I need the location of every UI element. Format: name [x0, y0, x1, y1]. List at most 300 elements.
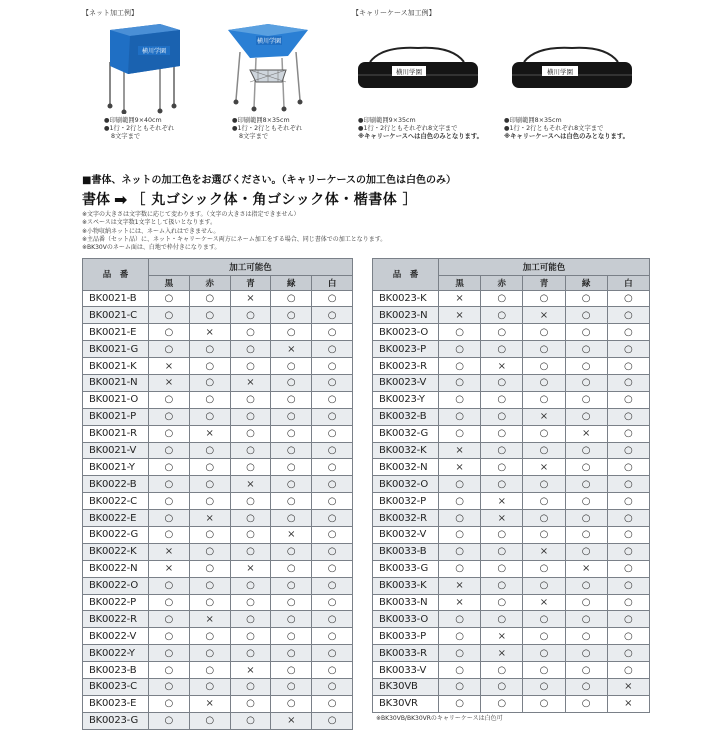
- table-row: [83, 374, 353, 391]
- color-availability-cell: ○: [271, 290, 312, 307]
- color-availability-cell: ○: [607, 628, 649, 645]
- color-availability-cell: ×: [439, 577, 481, 594]
- product-code-cell: BK0022-E: [83, 510, 149, 527]
- color-availability-cell: ○: [312, 425, 353, 442]
- color-availability-cell: ○: [230, 459, 271, 476]
- product-code-cell: BK0021-G: [83, 341, 149, 358]
- product-code-cell: BK0023-V: [373, 374, 439, 391]
- product-code-cell: BK0023-C: [83, 678, 149, 695]
- color-availability-cell: ×: [149, 543, 190, 560]
- color-availability-cell: ×: [230, 476, 271, 493]
- table-row: [83, 459, 353, 476]
- color-availability-cell: ○: [523, 510, 565, 527]
- color-availability-cell: ○: [271, 678, 312, 695]
- color-availability-cell: ○: [149, 526, 190, 543]
- carry-case-image-1: [352, 44, 482, 94]
- color-availability-cell: ○: [439, 611, 481, 628]
- color-availability-cell: ○: [481, 678, 523, 695]
- table-row: [373, 374, 650, 391]
- note-item: ※文字の大きさは文字数に応じて変わります。（文字の大きさは指定できません）: [82, 211, 300, 218]
- color-availability-cell: ○: [565, 678, 607, 695]
- color-availability-cell: ○: [439, 695, 481, 712]
- table-row: [373, 543, 650, 560]
- color-availability-cell: ×: [481, 493, 523, 510]
- table-row: [373, 307, 650, 324]
- color-availability-cell: ○: [312, 510, 353, 527]
- font-label: 書体: [82, 192, 110, 208]
- table-row: [373, 510, 650, 527]
- color-availability-cell: ○: [439, 526, 481, 543]
- color-availability-cell: ○: [439, 358, 481, 375]
- product-code-cell: BK0032-N: [373, 459, 439, 476]
- color-availability-cell: ○: [439, 560, 481, 577]
- color-availability-cell: ○: [312, 391, 353, 408]
- color-availability-cell: ○: [189, 391, 230, 408]
- color-header: 青: [230, 276, 271, 291]
- product-code-cell: BK0033-N: [373, 594, 439, 611]
- table-row: [373, 611, 650, 628]
- color-availability-cell: ○: [607, 645, 649, 662]
- product-code-cell: BK0022-O: [83, 577, 149, 594]
- product-code-cell: BK0032-P: [373, 493, 439, 510]
- color-availability-cell: ○: [523, 611, 565, 628]
- product-note-2: ●印刷範囲8×35cm ●1行・2行ともそれぞれ 8文字まで: [232, 117, 303, 140]
- product-code-cell: BK0032-V: [373, 526, 439, 543]
- color-availability-cell: ○: [189, 712, 230, 729]
- color-availability-cell: ○: [481, 425, 523, 442]
- color-availability-cell: ○: [523, 374, 565, 391]
- color-availability-cell: ×: [230, 662, 271, 679]
- color-availability-cell: ○: [149, 577, 190, 594]
- color-header: 赤: [481, 276, 523, 291]
- color-availability-cell: ○: [607, 662, 649, 679]
- color-availability-cell: ○: [565, 695, 607, 712]
- color-availability-cell: ○: [312, 324, 353, 341]
- table-row: [83, 594, 353, 611]
- product-code-cell: BK0022-G: [83, 526, 149, 543]
- color-availability-cell: ×: [230, 374, 271, 391]
- color-availability-cell: ○: [189, 678, 230, 695]
- table-row: [83, 695, 353, 712]
- color-availability-cell: ○: [271, 358, 312, 375]
- color-availability-cell: ○: [230, 594, 271, 611]
- table-row: [83, 510, 353, 527]
- flat-net-cart-image: [226, 22, 310, 112]
- color-availability-cell: ○: [271, 611, 312, 628]
- color-availability-cell: ×: [523, 594, 565, 611]
- color-availability-cell: ○: [149, 645, 190, 662]
- table-row: [83, 645, 353, 662]
- table-row: [83, 577, 353, 594]
- color-availability-cell: ○: [312, 628, 353, 645]
- color-availability-cell: ○: [439, 678, 481, 695]
- color-availability-cell: ○: [565, 662, 607, 679]
- color-availability-cell: ○: [271, 493, 312, 510]
- color-availability-cell: ○: [149, 290, 190, 307]
- table-row: [373, 459, 650, 476]
- product-code-cell: BK0023-Y: [373, 391, 439, 408]
- color-availability-cell: ○: [271, 645, 312, 662]
- color-availability-cell: ○: [312, 645, 353, 662]
- color-availability-cell: ○: [439, 324, 481, 341]
- color-availability-cell: ×: [565, 560, 607, 577]
- table-row: [373, 493, 650, 510]
- color-header: 白: [312, 276, 353, 291]
- color-availability-cell: ○: [312, 290, 353, 307]
- color-availability-cell: ○: [312, 442, 353, 459]
- color-availability-cell: ○: [481, 408, 523, 425]
- color-availability-cell: ○: [607, 374, 649, 391]
- color-availability-cell: ○: [439, 662, 481, 679]
- color-availability-cell: ○: [271, 510, 312, 527]
- product-code-cell: BK0021-R: [83, 425, 149, 442]
- color-availability-cell: ×: [189, 695, 230, 712]
- table-row: [83, 526, 353, 543]
- product-code-cell: BK0032-O: [373, 476, 439, 493]
- color-availability-cell: ○: [271, 543, 312, 560]
- product-code-cell: BK0023-K: [373, 290, 439, 307]
- table-row: [83, 712, 353, 729]
- product-code-cell: BK0033-K: [373, 577, 439, 594]
- color-availability-cell: ○: [607, 358, 649, 375]
- color-availability-cell: ○: [607, 442, 649, 459]
- available-colors-header: 加工可能色: [439, 259, 650, 276]
- color-availability-cell: ○: [149, 425, 190, 442]
- color-availability-cell: ○: [565, 442, 607, 459]
- color-availability-cell: ○: [271, 442, 312, 459]
- color-availability-cell: ○: [481, 611, 523, 628]
- color-availability-cell: ○: [607, 341, 649, 358]
- color-availability-cell: ○: [565, 374, 607, 391]
- color-availability-cell: ×: [481, 645, 523, 662]
- product-code-cell: BK0023-B: [83, 662, 149, 679]
- color-availability-cell: ○: [189, 374, 230, 391]
- color-availability-cell: ×: [439, 459, 481, 476]
- net-example-label: 【ネット加工例】: [82, 9, 138, 17]
- color-availability-cell: ○: [189, 543, 230, 560]
- color-availability-cell: ○: [607, 543, 649, 560]
- color-availability-cell: ×: [439, 442, 481, 459]
- color-availability-cell: ×: [523, 459, 565, 476]
- product-note-1: ●印刷範囲9×40cm ●1行・2行ともそれぞれ 8文字まで: [104, 117, 175, 140]
- color-availability-cell: ×: [271, 526, 312, 543]
- color-availability-cell: ○: [230, 510, 271, 527]
- color-availability-cell: ○: [149, 408, 190, 425]
- product-code-cell: BK0033-R: [373, 645, 439, 662]
- color-availability-cell: ○: [565, 307, 607, 324]
- product-code-cell: BK0022-V: [83, 628, 149, 645]
- color-availability-cell: ×: [481, 510, 523, 527]
- table-row: [373, 391, 650, 408]
- color-availability-cell: ○: [271, 324, 312, 341]
- color-availability-cell: ○: [271, 695, 312, 712]
- product-code-cell: BK0023-P: [373, 341, 439, 358]
- note-item: ※スペースは文字数1文字として扱いとなります。: [82, 219, 217, 227]
- table-row: [373, 594, 650, 611]
- color-availability-cell: ○: [607, 611, 649, 628]
- color-availability-cell: ○: [230, 577, 271, 594]
- color-availability-cell: ○: [565, 290, 607, 307]
- color-availability-cell: ×: [439, 290, 481, 307]
- color-availability-cell: ○: [523, 358, 565, 375]
- color-availability-cell: ○: [230, 645, 271, 662]
- color-availability-cell: ×: [439, 594, 481, 611]
- product-code-cell: BK0033-V: [373, 662, 439, 679]
- color-availability-cell: ○: [230, 425, 271, 442]
- color-availability-cell: ○: [149, 594, 190, 611]
- color-availability-cell: ○: [565, 543, 607, 560]
- product-code-header: 品 番: [373, 259, 439, 291]
- color-availability-cell: ○: [481, 442, 523, 459]
- product-code-cell: BK0022-C: [83, 493, 149, 510]
- color-header: 白: [607, 276, 649, 291]
- color-availability-cell: ○: [189, 628, 230, 645]
- color-availability-cell: ○: [149, 695, 190, 712]
- color-availability-cell: ○: [271, 459, 312, 476]
- color-availability-cell: ○: [565, 459, 607, 476]
- color-availability-cell: ○: [439, 341, 481, 358]
- color-availability-cell: ○: [312, 526, 353, 543]
- product-code-cell: BK0022-N: [83, 560, 149, 577]
- color-availability-cell: ○: [271, 391, 312, 408]
- color-availability-cell: ×: [189, 324, 230, 341]
- color-availability-cell: ○: [230, 526, 271, 543]
- color-availability-cell: ○: [189, 493, 230, 510]
- table-row: [83, 307, 353, 324]
- color-availability-cell: ○: [607, 526, 649, 543]
- color-availability-cell: ○: [439, 374, 481, 391]
- color-availability-cell: ○: [271, 662, 312, 679]
- table-row: [373, 628, 650, 645]
- color-availability-cell: ○: [565, 577, 607, 594]
- color-availability-cell: ○: [439, 425, 481, 442]
- color-availability-cell: ○: [271, 594, 312, 611]
- table-row: [373, 662, 650, 679]
- footnote: ※BK30VB/BK30VRのキャリーケースは白色可: [376, 715, 503, 722]
- product-code-cell: BK0021-K: [83, 358, 149, 375]
- product-code-cell: BK0022-P: [83, 594, 149, 611]
- color-availability-cell: ○: [565, 645, 607, 662]
- color-availability-cell: ○: [607, 510, 649, 527]
- color-availability-cell: ○: [481, 324, 523, 341]
- color-availability-cell: ×: [271, 712, 312, 729]
- product-code-cell: BK0021-O: [83, 391, 149, 408]
- color-availability-cell: ○: [607, 290, 649, 307]
- color-availability-cell: ×: [607, 678, 649, 695]
- table-row: [373, 645, 650, 662]
- font-options: ［ 丸ゴシック体・角ゴシック体・楷書体 ］: [131, 192, 418, 208]
- color-availability-cell: ○: [230, 408, 271, 425]
- color-availability-cell: ○: [189, 358, 230, 375]
- product-code-cell: BK0021-N: [83, 374, 149, 391]
- color-availability-cell: ○: [565, 510, 607, 527]
- color-availability-cell: ○: [189, 645, 230, 662]
- color-availability-cell: ○: [149, 493, 190, 510]
- color-header: 黒: [439, 276, 481, 291]
- product-code-cell: BK0021-P: [83, 408, 149, 425]
- color-availability-cell: ×: [149, 560, 190, 577]
- color-availability-cell: ○: [607, 307, 649, 324]
- table-row: [83, 408, 353, 425]
- color-availability-cell: ○: [149, 459, 190, 476]
- color-availability-cell: ○: [607, 408, 649, 425]
- color-availability-cell: ○: [565, 611, 607, 628]
- color-availability-cell: ○: [481, 307, 523, 324]
- color-availability-cell: ×: [230, 290, 271, 307]
- table-row: [83, 476, 353, 493]
- color-availability-cell: ○: [439, 543, 481, 560]
- color-availability-cell: ○: [523, 695, 565, 712]
- color-availability-cell: ○: [149, 712, 190, 729]
- color-availability-cell: ○: [271, 577, 312, 594]
- color-availability-cell: ○: [149, 442, 190, 459]
- color-availability-cell: ○: [523, 493, 565, 510]
- product-code-cell: BK0022-B: [83, 476, 149, 493]
- table-row: [373, 425, 650, 442]
- color-availability-cell: ○: [439, 645, 481, 662]
- table-row: [373, 695, 650, 712]
- color-availability-cell: ○: [607, 560, 649, 577]
- color-availability-cell: ○: [523, 628, 565, 645]
- product-code-cell: BK0033-G: [373, 560, 439, 577]
- color-availability-cell: ○: [607, 493, 649, 510]
- product-code-cell: BK0023-O: [373, 324, 439, 341]
- product-code-cell: BK0023-R: [373, 358, 439, 375]
- color-availability-cell: ○: [271, 560, 312, 577]
- color-header: 緑: [271, 276, 312, 291]
- color-availability-cell: ×: [607, 695, 649, 712]
- color-availability-cell: ○: [312, 712, 353, 729]
- color-availability-cell: ○: [189, 307, 230, 324]
- color-availability-cell: ○: [149, 476, 190, 493]
- color-availability-cell: ×: [271, 341, 312, 358]
- color-availability-cell: ○: [230, 493, 271, 510]
- color-availability-cell: ○: [230, 307, 271, 324]
- color-availability-cell: ×: [523, 543, 565, 560]
- color-availability-cell: ○: [481, 290, 523, 307]
- color-availability-cell: ○: [149, 628, 190, 645]
- color-availability-cell: ○: [481, 543, 523, 560]
- color-availability-cell: ○: [565, 476, 607, 493]
- color-availability-cell: ×: [149, 374, 190, 391]
- table-row: [373, 526, 650, 543]
- color-availability-cell: ○: [189, 442, 230, 459]
- carry-case-image-2: [506, 44, 636, 94]
- color-availability-cell: ○: [312, 611, 353, 628]
- net-plate-text-2: 横川学園: [256, 38, 282, 45]
- color-availability-cell: ○: [149, 307, 190, 324]
- color-availability-cell: ○: [312, 476, 353, 493]
- color-availability-table-left: [82, 258, 353, 730]
- color-availability-cell: ○: [481, 476, 523, 493]
- color-availability-cell: ○: [523, 391, 565, 408]
- color-availability-cell: ○: [523, 442, 565, 459]
- color-availability-cell: ○: [271, 374, 312, 391]
- color-availability-cell: ○: [481, 662, 523, 679]
- color-availability-cell: ○: [189, 526, 230, 543]
- color-availability-cell: ○: [312, 662, 353, 679]
- color-availability-cell: ○: [230, 324, 271, 341]
- color-availability-cell: ○: [439, 510, 481, 527]
- color-availability-cell: ○: [312, 307, 353, 324]
- color-availability-cell: ○: [149, 341, 190, 358]
- color-availability-cell: ○: [481, 341, 523, 358]
- note-item: ※BK30Vのネーム面は、白地で枠付きになります。: [82, 244, 221, 252]
- table-row: [83, 543, 353, 560]
- product-code-cell: BK0022-K: [83, 543, 149, 560]
- table-row: [373, 476, 650, 493]
- color-availability-cell: ×: [481, 628, 523, 645]
- color-availability-cell: ○: [312, 493, 353, 510]
- color-availability-cell: ○: [565, 341, 607, 358]
- table-row: [373, 678, 650, 695]
- product-code-cell: BK0032-K: [373, 442, 439, 459]
- color-availability-cell: ○: [312, 408, 353, 425]
- color-availability-cell: ○: [481, 577, 523, 594]
- color-availability-cell: ○: [189, 476, 230, 493]
- color-availability-cell: ○: [523, 425, 565, 442]
- color-availability-cell: ○: [271, 628, 312, 645]
- color-availability-cell: ×: [523, 408, 565, 425]
- color-availability-cell: ○: [312, 459, 353, 476]
- color-availability-cell: ○: [230, 678, 271, 695]
- product-code-cell: BK0021-V: [83, 442, 149, 459]
- color-availability-cell: ○: [607, 391, 649, 408]
- table-row: [373, 408, 650, 425]
- color-availability-cell: ○: [523, 560, 565, 577]
- available-colors-header: 加工可能色: [149, 259, 353, 276]
- color-availability-cell: ○: [149, 510, 190, 527]
- color-availability-cell: ○: [230, 341, 271, 358]
- product-code-cell: BK0032-B: [373, 408, 439, 425]
- table-row: [83, 290, 353, 307]
- color-availability-cell: ○: [481, 526, 523, 543]
- table-row: [83, 493, 353, 510]
- color-availability-cell: ○: [439, 628, 481, 645]
- color-availability-cell: ○: [565, 628, 607, 645]
- color-availability-cell: ○: [189, 341, 230, 358]
- color-availability-cell: ○: [312, 577, 353, 594]
- font-selection-line: [82, 189, 417, 209]
- color-availability-cell: ○: [312, 594, 353, 611]
- product-code-cell: BK0022-R: [83, 611, 149, 628]
- color-availability-cell: ○: [312, 560, 353, 577]
- color-availability-cell: ○: [230, 358, 271, 375]
- table-row: [373, 442, 650, 459]
- color-availability-cell: ×: [149, 358, 190, 375]
- product-code-cell: BK0033-O: [373, 611, 439, 628]
- color-availability-cell: ○: [565, 526, 607, 543]
- table-row: [83, 358, 353, 375]
- table-row: [83, 628, 353, 645]
- color-availability-cell: ○: [189, 577, 230, 594]
- color-availability-cell: ○: [271, 307, 312, 324]
- color-header: 赤: [189, 276, 230, 291]
- color-header: 青: [523, 276, 565, 291]
- notes-list: [82, 211, 386, 252]
- color-availability-cell: ○: [189, 560, 230, 577]
- color-availability-cell: ○: [189, 290, 230, 307]
- color-availability-cell: ○: [149, 324, 190, 341]
- note-item: ※小物収納ネットには、ネーム入れはできません。: [82, 227, 220, 235]
- color-availability-table-right: [372, 258, 650, 713]
- product-note-4: ●印刷範囲8×35cm ●1行・2行ともそれぞれ8文字まで ※キャリーケースへは白色のみとなります。: [504, 117, 629, 140]
- color-availability-cell: ○: [271, 425, 312, 442]
- color-availability-cell: ○: [565, 391, 607, 408]
- color-availability-cell: ○: [523, 324, 565, 341]
- table-row: [83, 391, 353, 408]
- product-code-cell: BK0023-N: [373, 307, 439, 324]
